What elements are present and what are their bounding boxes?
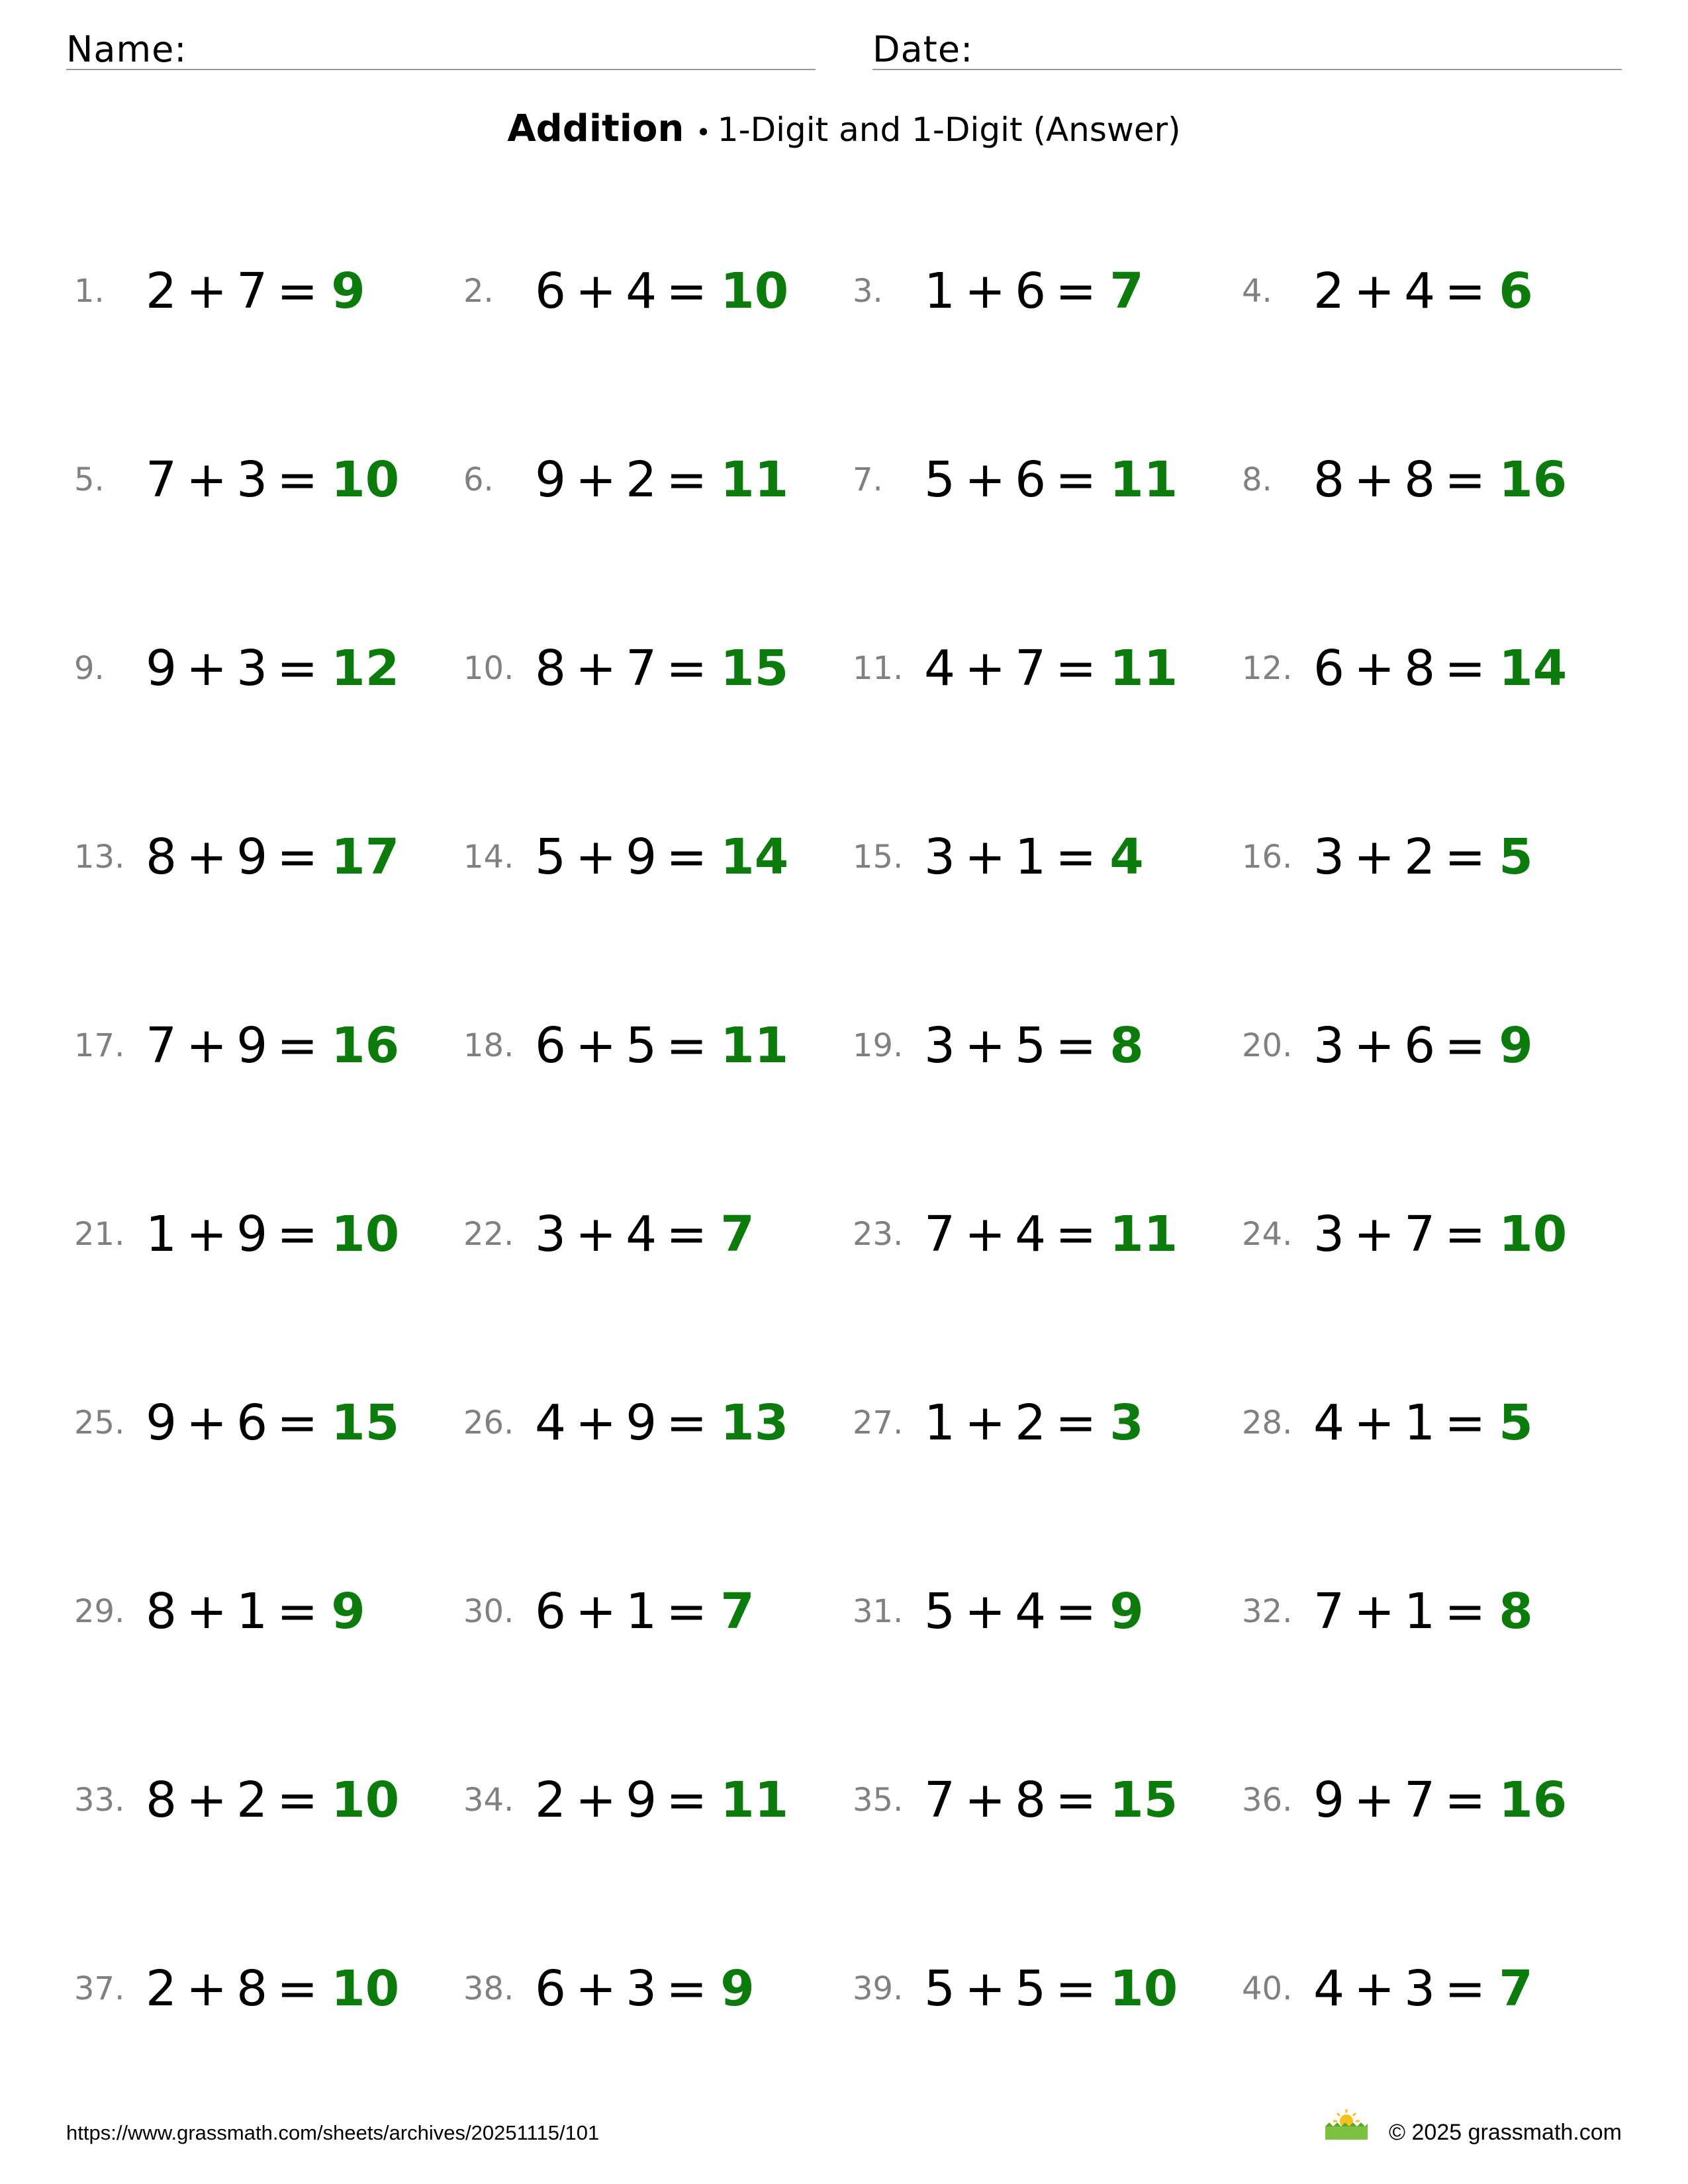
addend-a: 7	[146, 1017, 177, 1074]
problem-expression	[924, 1201, 1178, 1267]
plus-sign: +	[964, 1206, 1006, 1263]
problem-expression	[146, 447, 399, 513]
title-bullet: •	[696, 118, 711, 147]
addend-b: 1	[1404, 1394, 1436, 1451]
addend-a: 2	[1313, 263, 1345, 320]
equals-sign: =	[666, 1960, 708, 2017]
problem-number: 36.	[1242, 1782, 1293, 1819]
answer: 11	[1109, 451, 1178, 508]
addend-a: 6	[535, 1583, 567, 1640]
answer: 10	[720, 263, 789, 320]
addend-b: 6	[1015, 451, 1047, 508]
problem-number: 29.	[74, 1593, 125, 1630]
problem-number: 22.	[463, 1216, 514, 1253]
addend-a: 4	[1313, 1394, 1345, 1451]
plus-sign: +	[1354, 263, 1395, 320]
equals-sign: =	[666, 1017, 708, 1074]
problem-number: 9.	[74, 650, 105, 687]
equals-sign: =	[666, 829, 708, 886]
equals-sign: =	[1444, 1960, 1486, 2017]
problem-expression	[924, 258, 1144, 324]
problem-expression	[535, 1578, 755, 1645]
title-subtitle: 1-Digit and 1-Digit (Answer)	[717, 111, 1181, 149]
problem-expression	[146, 635, 399, 702]
addend-a: 1	[146, 1206, 177, 1263]
problem-number: 5.	[74, 461, 105, 498]
equals-sign: =	[666, 1772, 708, 1829]
plus-sign: +	[575, 1960, 617, 2017]
addend-b: 9	[626, 1394, 657, 1451]
addend-a: 6	[535, 1017, 567, 1074]
problem-number: 1.	[74, 273, 105, 310]
plus-sign: +	[186, 640, 228, 697]
addend-a: 3	[1313, 829, 1345, 886]
problem-number: 20.	[1242, 1027, 1293, 1064]
plus-sign: +	[575, 1394, 617, 1451]
answer: 11	[720, 451, 789, 508]
plus-sign: +	[575, 1583, 617, 1640]
name-field[interactable]	[66, 20, 816, 70]
answer: 11	[1109, 640, 1178, 697]
problem-number: 17.	[74, 1027, 125, 1064]
equals-sign: =	[1055, 640, 1097, 697]
equals-sign: =	[1444, 1206, 1486, 1263]
equals-sign: =	[277, 1583, 318, 1640]
problem-expression	[924, 1578, 1144, 1645]
answer: 15	[331, 1394, 400, 1451]
equals-sign: =	[277, 1772, 318, 1829]
equals-sign: =	[1444, 1772, 1486, 1829]
problem-expression	[535, 447, 788, 513]
addend-b: 8	[1015, 1772, 1047, 1829]
problem-expression	[924, 1956, 1178, 2022]
problem-expression	[535, 824, 788, 890]
equals-sign: =	[666, 640, 708, 697]
problem-number: 34.	[463, 1782, 514, 1819]
answer: 10	[331, 451, 400, 508]
addend-b: 3	[1404, 1960, 1436, 2017]
addend-a: 7	[146, 451, 177, 508]
addend-b: 5	[1015, 1017, 1047, 1074]
problem-expression	[1313, 1201, 1567, 1267]
answer: 8	[1109, 1017, 1144, 1074]
plus-sign: +	[575, 829, 617, 886]
plus-sign: +	[186, 1583, 228, 1640]
equals-sign: =	[1444, 451, 1486, 508]
problem-number: 40.	[1242, 1970, 1293, 2007]
problem-expression	[146, 1956, 399, 2022]
problem-number: 3.	[853, 273, 883, 310]
problem-number: 10.	[463, 650, 514, 687]
grass-sun-logo-icon	[1323, 2108, 1370, 2141]
addend-a: 4	[535, 1394, 567, 1451]
answer: 16	[1499, 451, 1568, 508]
addend-a: 8	[146, 829, 177, 886]
addend-b: 3	[236, 451, 268, 508]
plus-sign: +	[964, 1017, 1006, 1074]
problem-expression	[924, 1767, 1178, 1833]
problem-expression	[146, 1390, 399, 1456]
problem-expression	[535, 1013, 788, 1079]
addend-a: 6	[535, 263, 567, 320]
equals-sign: =	[1055, 1583, 1097, 1640]
plus-sign: +	[575, 451, 617, 508]
addend-a: 3	[535, 1206, 567, 1263]
problem-expression	[535, 1767, 788, 1833]
problem-expression	[146, 1578, 365, 1645]
plus-sign: +	[1354, 451, 1395, 508]
equals-sign: =	[666, 1394, 708, 1451]
problem-number: 19.	[853, 1027, 904, 1064]
problem-expression	[535, 635, 788, 702]
answer: 12	[331, 640, 400, 697]
addend-a: 4	[924, 640, 956, 697]
problem-expression	[1313, 447, 1567, 513]
addend-a: 9	[146, 640, 177, 697]
equals-sign: =	[277, 1017, 318, 1074]
equals-sign: =	[1444, 1017, 1486, 1074]
equals-sign: =	[1444, 640, 1486, 697]
problem-number: 13.	[74, 839, 125, 876]
equals-sign: =	[1055, 1960, 1097, 2017]
problem-number: 2.	[463, 273, 494, 310]
addend-a: 5	[535, 829, 567, 886]
problem-expression	[1313, 1956, 1533, 2022]
problem-number: 27.	[853, 1404, 904, 1441]
addend-b: 1	[626, 1583, 657, 1640]
problem-number: 26.	[463, 1404, 514, 1441]
problem-expression	[1313, 824, 1533, 890]
addend-b: 7	[236, 263, 268, 320]
equals-sign: =	[1444, 829, 1486, 886]
plus-sign: +	[1354, 829, 1395, 886]
addend-a: 9	[535, 451, 567, 508]
addend-a: 6	[535, 1960, 567, 2017]
addend-b: 1	[236, 1583, 268, 1640]
plus-sign: +	[964, 1960, 1006, 2017]
equals-sign: =	[1055, 263, 1097, 320]
answer: 7	[720, 1206, 755, 1263]
problem-expression	[146, 1201, 399, 1267]
addend-b: 6	[1404, 1017, 1436, 1074]
equals-sign: =	[277, 640, 318, 697]
addend-a: 5	[924, 1960, 956, 2017]
problem-number: 24.	[1242, 1216, 1293, 1253]
addend-a: 3	[1313, 1206, 1345, 1263]
addend-a: 9	[1313, 1772, 1345, 1829]
addend-b: 2	[236, 1772, 268, 1829]
answer: 17	[331, 829, 400, 886]
addend-b: 7	[1015, 640, 1047, 697]
answer: 4	[1109, 829, 1144, 886]
equals-sign: =	[666, 1206, 708, 1263]
equals-sign: =	[1444, 263, 1486, 320]
addend-b: 4	[1404, 263, 1436, 320]
problem-number: 12.	[1242, 650, 1293, 687]
problem-number: 31.	[853, 1593, 904, 1630]
date-label: Date:	[872, 28, 974, 70]
addend-a: 8	[146, 1772, 177, 1829]
problem-expression	[1313, 1390, 1533, 1456]
answer: 10	[331, 1206, 400, 1263]
problem-expression	[924, 1390, 1144, 1456]
plus-sign: +	[964, 1583, 1006, 1640]
equals-sign: =	[277, 829, 318, 886]
addend-a: 3	[924, 1017, 956, 1074]
plus-sign: +	[964, 263, 1006, 320]
problem-number: 33.	[74, 1782, 125, 1819]
problem-number: 18.	[463, 1027, 514, 1064]
equals-sign: =	[1055, 1394, 1097, 1451]
addend-b: 2	[1404, 829, 1436, 886]
addend-a: 8	[535, 640, 567, 697]
addend-a: 9	[146, 1394, 177, 1451]
addend-b: 7	[626, 640, 657, 697]
plus-sign: +	[186, 829, 228, 886]
addend-b: 4	[1015, 1206, 1047, 1263]
plus-sign: +	[186, 1394, 228, 1451]
problem-expression	[1313, 258, 1533, 324]
addend-b: 7	[1404, 1772, 1436, 1829]
answer: 11	[1109, 1206, 1178, 1263]
problem-number: 8.	[1242, 461, 1272, 498]
answer: 9	[331, 1583, 365, 1640]
plus-sign: +	[186, 263, 228, 320]
plus-sign: +	[186, 1960, 228, 2017]
addend-a: 2	[535, 1772, 567, 1829]
answer: 14	[720, 829, 789, 886]
answer: 7	[720, 1583, 755, 1640]
answer: 11	[720, 1772, 789, 1829]
equals-sign: =	[666, 263, 708, 320]
addend-b: 9	[236, 829, 268, 886]
answer: 9	[1499, 1017, 1533, 1074]
title-main: Addition	[507, 107, 684, 150]
addend-a: 7	[924, 1772, 956, 1829]
answer: 5	[1499, 1394, 1533, 1451]
addend-b: 7	[1404, 1206, 1436, 1263]
problem-number: 21.	[74, 1216, 125, 1253]
equals-sign: =	[666, 1583, 708, 1640]
problem-number: 15.	[853, 839, 904, 876]
addend-b: 8	[1404, 451, 1436, 508]
plus-sign: +	[964, 829, 1006, 886]
problem-expression	[146, 258, 365, 324]
answer: 10	[1109, 1960, 1178, 2017]
addend-a: 7	[1313, 1583, 1345, 1640]
plus-sign: +	[186, 1772, 228, 1829]
addend-b: 8	[1404, 640, 1436, 697]
plus-sign: +	[964, 451, 1006, 508]
problem-number: 4.	[1242, 273, 1272, 310]
problem-expression	[535, 1390, 788, 1456]
plus-sign: +	[186, 451, 228, 508]
problem-expression	[146, 824, 399, 890]
plus-sign: +	[1354, 640, 1395, 697]
equals-sign: =	[277, 263, 318, 320]
answer: 15	[720, 640, 789, 697]
equals-sign: =	[277, 1206, 318, 1263]
problem-expression	[535, 1201, 755, 1267]
answer: 9	[1109, 1583, 1144, 1640]
addend-b: 3	[626, 1960, 657, 2017]
answer: 15	[1109, 1772, 1178, 1829]
equals-sign: =	[277, 1960, 318, 2017]
problem-expression	[535, 1956, 755, 2022]
answer: 11	[720, 1017, 789, 1074]
answer: 14	[1499, 640, 1568, 697]
plus-sign: +	[1354, 1394, 1395, 1451]
answer: 10	[331, 1772, 400, 1829]
addend-b: 5	[626, 1017, 657, 1074]
problem-number: 14.	[463, 839, 514, 876]
answer: 10	[331, 1960, 400, 2017]
equals-sign: =	[1444, 1394, 1486, 1451]
answer: 7	[1109, 263, 1144, 320]
problem-number: 6.	[463, 461, 494, 498]
plus-sign: +	[575, 263, 617, 320]
addend-a: 2	[146, 263, 177, 320]
addend-a: 6	[1313, 640, 1345, 697]
problem-expression	[1313, 635, 1567, 702]
addend-a: 5	[924, 451, 956, 508]
problem-number: 25.	[74, 1404, 125, 1441]
date-field[interactable]	[872, 20, 1622, 70]
addend-a: 7	[924, 1206, 956, 1263]
addend-b: 2	[626, 451, 657, 508]
addend-b: 9	[626, 1772, 657, 1829]
problem-expression	[924, 824, 1144, 890]
problem-number: 23.	[853, 1216, 904, 1253]
problem-number: 7.	[853, 461, 883, 498]
addend-a: 3	[924, 829, 956, 886]
addend-b: 6	[1015, 263, 1047, 320]
problem-expression	[924, 1013, 1144, 1079]
problem-number: 38.	[463, 1970, 514, 2007]
answer: 5	[1499, 829, 1533, 886]
equals-sign: =	[277, 1394, 318, 1451]
footer-url: https://www.grassmath.com/sheets/archives/20251115/101	[66, 2121, 600, 2144]
plus-sign: +	[1354, 1772, 1395, 1829]
plus-sign: +	[964, 640, 1006, 697]
addend-a: 2	[146, 1960, 177, 2017]
answer: 7	[1499, 1960, 1533, 2017]
equals-sign: =	[666, 451, 708, 508]
plus-sign: +	[186, 1017, 228, 1074]
answer: 13	[720, 1394, 789, 1451]
addend-a: 8	[146, 1583, 177, 1640]
problem-expression	[146, 1767, 399, 1833]
addend-a: 1	[924, 1394, 956, 1451]
answer: 16	[1499, 1772, 1568, 1829]
addend-b: 1	[1404, 1583, 1436, 1640]
equals-sign: =	[1055, 451, 1097, 508]
addend-b: 6	[236, 1394, 268, 1451]
equals-sign: =	[1055, 1017, 1097, 1074]
plus-sign: +	[575, 640, 617, 697]
problem-number: 32.	[1242, 1593, 1293, 1630]
addend-b: 4	[626, 263, 657, 320]
addend-a: 8	[1313, 451, 1345, 508]
footer-copyright: © 2025 grassmath.com	[1389, 2120, 1622, 2145]
equals-sign: =	[1055, 829, 1097, 886]
problem-number: 11.	[853, 650, 904, 687]
plus-sign: +	[964, 1394, 1006, 1451]
problem-number: 28.	[1242, 1404, 1293, 1441]
addend-b: 2	[1015, 1394, 1047, 1451]
equals-sign: =	[1055, 1206, 1097, 1263]
addend-b: 4	[1015, 1583, 1047, 1640]
addend-a: 1	[924, 263, 956, 320]
plus-sign: +	[1354, 1206, 1395, 1263]
equals-sign: =	[277, 451, 318, 508]
answer: 9	[331, 263, 365, 320]
problem-expression	[1313, 1767, 1567, 1833]
answer: 3	[1109, 1394, 1144, 1451]
problem-number: 37.	[74, 1970, 125, 2007]
plus-sign: +	[575, 1017, 617, 1074]
plus-sign: +	[964, 1772, 1006, 1829]
plus-sign: +	[575, 1206, 617, 1263]
addend-a: 4	[1313, 1960, 1345, 2017]
addend-b: 1	[1015, 829, 1047, 886]
answer: 16	[331, 1017, 400, 1074]
answer: 9	[720, 1960, 755, 2017]
problem-expression	[535, 258, 788, 324]
addend-a: 5	[924, 1583, 956, 1640]
plus-sign: +	[1354, 1017, 1395, 1074]
addend-b: 3	[236, 640, 268, 697]
addend-b: 9	[626, 829, 657, 886]
answer: 8	[1499, 1583, 1533, 1640]
addend-b: 5	[1015, 1960, 1047, 2017]
problem-expression	[924, 635, 1178, 702]
problem-number: 35.	[853, 1782, 904, 1819]
problem-number: 16.	[1242, 839, 1293, 876]
addend-b: 4	[626, 1206, 657, 1263]
addend-a: 3	[1313, 1017, 1345, 1074]
equals-sign: =	[1444, 1583, 1486, 1640]
problem-number: 30.	[463, 1593, 514, 1630]
plus-sign: +	[186, 1206, 228, 1263]
plus-sign: +	[1354, 1960, 1395, 2017]
problem-number: 39.	[853, 1970, 904, 2007]
problem-expression	[146, 1013, 399, 1079]
plus-sign: +	[1354, 1583, 1395, 1640]
answer: 6	[1499, 263, 1533, 320]
name-label: Name:	[66, 28, 187, 70]
problem-expression	[924, 447, 1178, 513]
addend-b: 9	[236, 1206, 268, 1263]
addend-b: 9	[236, 1017, 268, 1074]
addend-b: 8	[236, 1960, 268, 2017]
equals-sign: =	[1055, 1772, 1097, 1829]
problem-expression	[1313, 1013, 1533, 1079]
answer: 10	[1499, 1206, 1568, 1263]
plus-sign: +	[575, 1772, 617, 1829]
problem-expression	[1313, 1578, 1533, 1645]
worksheet-title	[0, 106, 1688, 156]
